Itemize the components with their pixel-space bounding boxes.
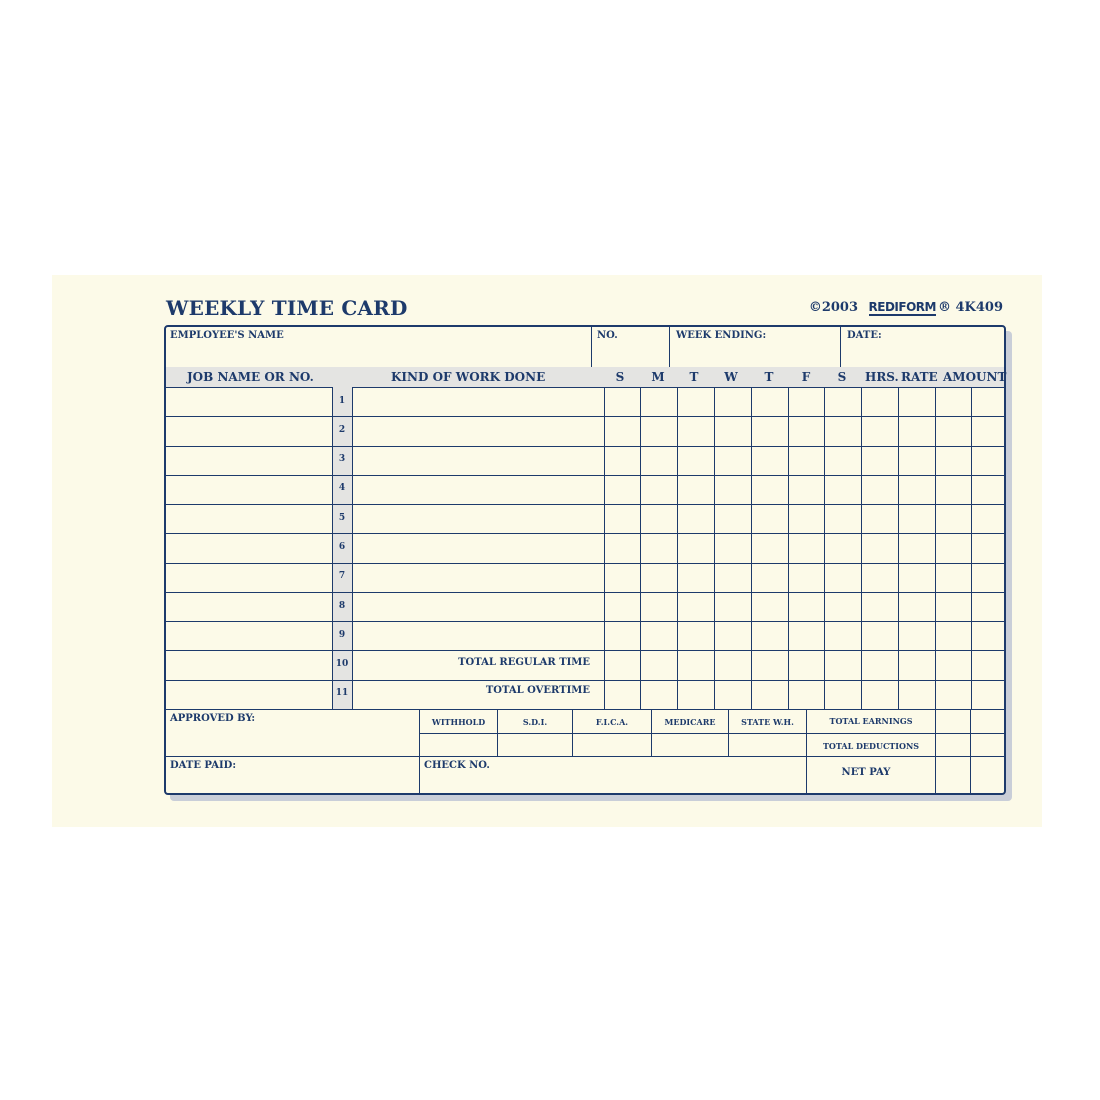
entry-cell[interactable] (752, 593, 788, 620)
entry-cell[interactable] (641, 447, 677, 474)
entry-cell[interactable] (825, 388, 861, 415)
entry-cell[interactable] (605, 681, 640, 708)
entry-cell[interactable] (641, 651, 677, 678)
total-deductions-field[interactable] (936, 734, 970, 756)
entry-cell[interactable] (899, 651, 935, 678)
entry-cell[interactable] (678, 505, 714, 532)
entry-cell[interactable] (862, 593, 898, 620)
registered-mark: ® (937, 300, 951, 315)
entry-cell[interactable] (789, 534, 824, 561)
entry-cell[interactable] (678, 622, 714, 649)
entry-cell[interactable] (862, 417, 898, 444)
col-rate: RATE (901, 370, 938, 384)
entry-cell[interactable] (715, 476, 751, 503)
entry-cell[interactable] (789, 622, 824, 649)
entry-cell[interactable] (936, 388, 971, 415)
rediform-logo: REDIFORM (868, 300, 936, 314)
job-name-cell[interactable] (166, 476, 332, 503)
entry-cell[interactable] (899, 593, 935, 620)
net-pay-field[interactable] (936, 757, 970, 795)
entry-cell[interactable] (825, 651, 861, 678)
entry-cell[interactable] (678, 476, 714, 503)
row-number: 8 (338, 600, 346, 611)
entry-cell[interactable] (678, 447, 714, 474)
entry-cell[interactable] (715, 593, 751, 620)
entry-cell[interactable] (789, 388, 824, 415)
entry-cell[interactable] (972, 505, 1004, 532)
entry-cell[interactable] (605, 651, 640, 678)
entry-cell[interactable] (641, 417, 677, 444)
entry-cell[interactable] (605, 447, 640, 474)
form-brand (809, 300, 1003, 315)
entry-cell[interactable] (899, 564, 935, 591)
col-day-thu: T (764, 370, 774, 384)
sdi-field[interactable] (498, 734, 572, 756)
check-no-field[interactable] (420, 757, 806, 795)
entry-cell[interactable] (862, 564, 898, 591)
job-name-cell[interactable] (166, 593, 332, 620)
entry-cell[interactable] (715, 534, 751, 561)
entry-cell[interactable] (715, 564, 751, 591)
total-earnings-field[interactable] (936, 710, 970, 733)
date-label: DATE: (847, 330, 882, 341)
time-card-form (164, 325, 1006, 795)
col-day-tue: T (689, 370, 699, 384)
entry-cell[interactable] (862, 388, 898, 415)
entry-cell[interactable] (752, 417, 788, 444)
total-regular-time-label: TOTAL REGULAR TIME (458, 657, 590, 668)
entry-cell[interactable] (641, 681, 677, 708)
entry-cell[interactable] (789, 417, 824, 444)
entry-cell[interactable] (715, 622, 751, 649)
entry-cell[interactable] (936, 593, 971, 620)
entry-cell[interactable] (899, 388, 935, 415)
entry-cell[interactable] (899, 505, 935, 532)
entry-cell[interactable] (605, 505, 640, 532)
work-done-cell[interactable] (353, 417, 604, 444)
entry-cell[interactable] (899, 681, 935, 708)
entry-cell[interactable] (605, 593, 640, 620)
entry-cell[interactable] (825, 505, 861, 532)
entry-cell[interactable] (936, 534, 971, 561)
work-done-cell[interactable] (353, 622, 604, 649)
entry-cell[interactable] (972, 681, 1004, 708)
entry-cell[interactable] (752, 447, 788, 474)
fica-label: F.I.C.A. (595, 717, 629, 727)
entry-cell[interactable] (862, 681, 898, 708)
job-name-cell[interactable] (166, 651, 332, 678)
entry-cell[interactable] (862, 505, 898, 532)
entry-cell[interactable] (972, 534, 1004, 561)
entry-cell[interactable] (641, 622, 677, 649)
entry-cell[interactable] (752, 534, 788, 561)
entry-cell[interactable] (641, 505, 677, 532)
employee-no-field[interactable] (592, 327, 669, 367)
total-earnings-cents-field[interactable] (971, 710, 1004, 733)
entry-cell[interactable] (715, 651, 751, 678)
state-wh-field[interactable] (729, 734, 806, 756)
entry-cell[interactable] (972, 651, 1004, 678)
form-number: 4K409 (955, 300, 1003, 315)
net-pay-cents-field[interactable] (971, 757, 1004, 795)
work-done-cell[interactable] (353, 388, 604, 415)
job-name-cell[interactable] (166, 505, 332, 532)
entry-cell[interactable] (972, 447, 1004, 474)
work-done-cell[interactable] (353, 505, 604, 532)
entry-cell[interactable] (936, 681, 971, 708)
row-number: 11 (335, 688, 349, 699)
work-done-cell[interactable] (353, 534, 604, 561)
row-number: 4 (338, 483, 346, 494)
entry-cell[interactable] (715, 417, 751, 444)
entry-cell[interactable] (825, 564, 861, 591)
entry-cell[interactable] (899, 447, 935, 474)
col-kind-of-work: KIND OF WORK DONE (391, 370, 546, 384)
entry-cell[interactable] (825, 534, 861, 561)
work-done-cell[interactable] (353, 447, 604, 474)
job-name-cell[interactable] (166, 681, 332, 708)
row-number: 9 (338, 629, 346, 640)
work-done-cell[interactable] (353, 476, 604, 503)
entry-cell[interactable] (936, 417, 971, 444)
entry-cell[interactable] (936, 622, 971, 649)
row-number: 5 (338, 512, 346, 523)
entry-cell[interactable] (899, 534, 935, 561)
check-no-label: CHECK NO. (424, 760, 490, 771)
medicare-field[interactable] (652, 734, 728, 756)
state-wh-label: STATE W.H. (741, 717, 794, 727)
week-ending-label: WEEK ENDING: (676, 330, 767, 341)
entry-cell[interactable] (605, 388, 640, 415)
work-done-cell[interactable] (353, 564, 604, 591)
entry-cell[interactable] (715, 447, 751, 474)
row-number: 1 (338, 395, 346, 406)
entry-cell[interactable] (936, 564, 971, 591)
job-name-cell[interactable] (166, 564, 332, 591)
approved-by-field[interactable] (166, 710, 419, 756)
entry-cell[interactable] (641, 564, 677, 591)
fica-field[interactable] (573, 734, 651, 756)
entry-cell[interactable] (678, 681, 714, 708)
entry-cell[interactable] (715, 681, 751, 708)
entry-cell[interactable] (752, 505, 788, 532)
entry-cell[interactable] (752, 622, 788, 649)
row-number: 7 (338, 571, 346, 582)
entry-cell[interactable] (972, 593, 1004, 620)
entry-cell[interactable] (752, 564, 788, 591)
entry-cell[interactable] (752, 681, 788, 708)
entry-cell[interactable] (789, 651, 824, 678)
col-day-wed: W (724, 370, 738, 384)
entry-cell[interactable] (862, 476, 898, 503)
entry-cell[interactable] (715, 505, 751, 532)
entry-cell[interactable] (678, 564, 714, 591)
withhold-label: WITHHOLD (431, 717, 486, 727)
job-name-cell[interactable] (166, 417, 332, 444)
entry-cell[interactable] (605, 534, 640, 561)
entry-cell[interactable] (715, 388, 751, 415)
employee-name-field[interactable] (166, 327, 591, 367)
entry-cell[interactable] (936, 447, 971, 474)
entry-cell[interactable] (825, 622, 861, 649)
entry-cell[interactable] (752, 476, 788, 503)
col-hrs: HRS. (865, 370, 899, 384)
entry-cell[interactable] (862, 622, 898, 649)
entry-cell[interactable] (972, 622, 1004, 649)
col-day-mon: M (651, 370, 665, 384)
entry-cell[interactable] (825, 593, 861, 620)
entry-cell[interactable] (972, 417, 1004, 444)
entry-cell[interactable] (825, 476, 861, 503)
entry-cell[interactable] (678, 534, 714, 561)
col-amount: AMOUNT (943, 370, 1007, 384)
entry-cell[interactable] (789, 681, 824, 708)
entry-cell[interactable] (899, 476, 935, 503)
entry-cell[interactable] (789, 447, 824, 474)
entry-cell[interactable] (641, 593, 677, 620)
entry-cell[interactable] (789, 476, 824, 503)
employee-no-label: NO. (597, 330, 618, 341)
total-earnings-label: TOTAL EARNINGS (829, 716, 913, 726)
entry-cell[interactable] (936, 505, 971, 532)
entry-cell[interactable] (752, 651, 788, 678)
col-day-fri: F (801, 370, 811, 384)
approved-by-label: APPROVED BY: (170, 713, 256, 724)
entry-cell[interactable] (641, 476, 677, 503)
entry-cell[interactable] (825, 681, 861, 708)
job-name-cell[interactable] (166, 447, 332, 474)
job-name-cell[interactable] (166, 388, 332, 415)
job-name-cell[interactable] (166, 534, 332, 561)
total-overtime-label: TOTAL OVERTIME (485, 685, 590, 696)
net-pay-label: NET PAY (841, 767, 891, 778)
entry-cell[interactable] (862, 534, 898, 561)
date-paid-label: DATE PAID: (170, 760, 237, 771)
entry-cell[interactable] (789, 564, 824, 591)
work-done-cell[interactable] (353, 593, 604, 620)
entry-cell[interactable] (825, 417, 861, 444)
entry-cell[interactable] (605, 417, 640, 444)
job-name-cell[interactable] (166, 622, 332, 649)
entry-cell[interactable] (936, 476, 971, 503)
card-title: WEEKLY TIME CARD (166, 296, 408, 320)
medicare-label: MEDICARE (664, 717, 716, 727)
date-paid-field[interactable] (166, 757, 419, 795)
entry-cell[interactable] (678, 417, 714, 444)
entry-cell[interactable] (605, 476, 640, 503)
entry-cell[interactable] (789, 505, 824, 532)
entry-cell[interactable] (862, 651, 898, 678)
entry-cell[interactable] (752, 388, 788, 415)
entry-cell[interactable] (972, 564, 1004, 591)
row-number: 6 (338, 542, 346, 552)
total-deductions-label: TOTAL DEDUCTIONS (822, 741, 920, 751)
entry-cell[interactable] (936, 651, 971, 678)
entry-cell[interactable] (972, 388, 1004, 415)
entry-cell[interactable] (605, 564, 640, 591)
col-day-sun: S (615, 370, 625, 384)
entry-cell[interactable] (678, 388, 714, 415)
col-day-sat: S (837, 370, 847, 384)
date-field[interactable] (841, 327, 1004, 367)
entry-cell[interactable] (641, 388, 677, 415)
entry-cell[interactable] (899, 417, 935, 444)
entry-cell[interactable] (678, 593, 714, 620)
entry-cell[interactable] (972, 476, 1004, 503)
row-number: 10 (335, 659, 349, 670)
entry-cell[interactable] (825, 447, 861, 474)
entry-cell[interactable] (678, 651, 714, 678)
row-number: 3 (338, 454, 346, 465)
entry-cell[interactable] (641, 534, 677, 561)
week-ending-field[interactable] (670, 327, 840, 367)
sdi-label: S.D.I. (522, 717, 548, 727)
employee-name-label: EMPLOYEE'S NAME (170, 330, 284, 341)
total-deductions-cents-field[interactable] (971, 734, 1004, 756)
col-job-name: JOB NAME OR NO. (187, 370, 314, 384)
row-number: 2 (338, 424, 346, 435)
entry-cell[interactable] (862, 447, 898, 474)
entry-cell[interactable] (899, 622, 935, 649)
copyright-text: ©2003 (808, 300, 858, 315)
withhold-field[interactable] (420, 734, 497, 756)
entry-cell[interactable] (605, 622, 640, 649)
entry-cell[interactable] (789, 593, 824, 620)
